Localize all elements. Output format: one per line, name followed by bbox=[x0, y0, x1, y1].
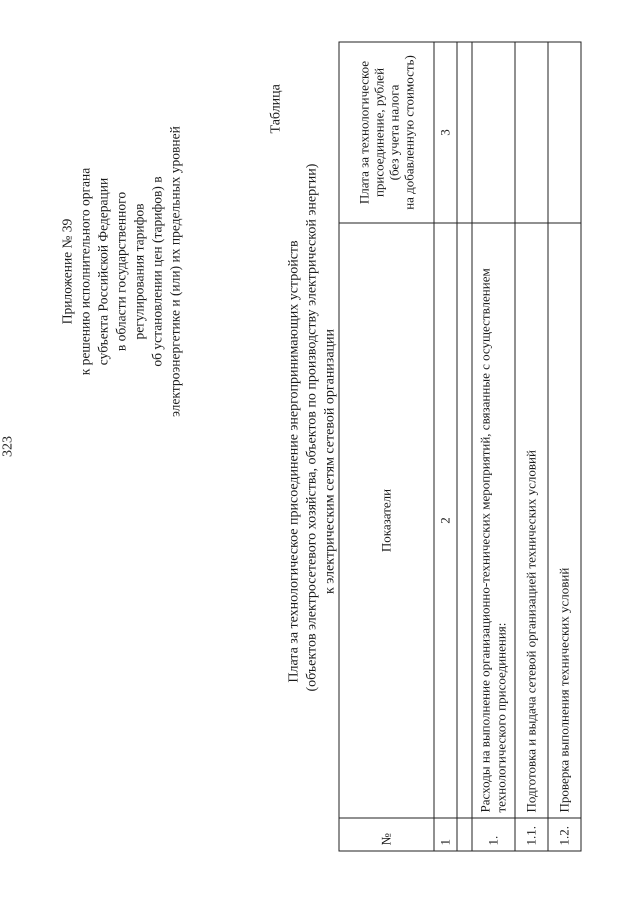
appendix-line: электроэнергетике и (или) их предельных уровней bbox=[167, 125, 182, 417]
spacer-cell bbox=[457, 42, 472, 223]
row-num: 1.2. bbox=[548, 818, 581, 851]
appendix-header bbox=[58, 111, 184, 431]
title-line: к электрическим сетям сетевой организации bbox=[322, 328, 337, 594]
table-row bbox=[548, 42, 581, 851]
table-caption: Таблица bbox=[268, 83, 283, 133]
row-fee bbox=[472, 42, 515, 223]
row-fee bbox=[515, 42, 548, 223]
fee-table bbox=[338, 41, 581, 851]
row-num: 1.1. bbox=[515, 818, 548, 851]
column-number-row bbox=[434, 42, 457, 851]
header-fee-line: на добавленную стоимость) bbox=[401, 54, 416, 210]
header-fee-line: (без учета налога bbox=[386, 84, 401, 180]
column-number: 3 bbox=[434, 42, 457, 223]
header-fee-line: Плата за технологическое bbox=[356, 60, 371, 204]
column-number: 1 bbox=[434, 818, 457, 851]
row-indicator: Подготовка и выдача сетевой организацией технических условий bbox=[515, 223, 548, 818]
row-fee bbox=[548, 42, 581, 223]
table-row bbox=[472, 42, 515, 851]
appendix-line: к решению исполнительного органа bbox=[77, 167, 92, 375]
appendix-line: в области государственного bbox=[113, 191, 128, 351]
page-number: 323 bbox=[0, 435, 15, 457]
header-num: № bbox=[339, 818, 434, 851]
appendix-line: об установлении цен (тарифов) в bbox=[149, 175, 164, 367]
document-title bbox=[285, 163, 339, 691]
row-indicator: Проверка выполнения технических условий bbox=[548, 223, 581, 818]
header-fee-line: присоединение, рублей bbox=[371, 67, 386, 197]
column-number: 2 bbox=[434, 223, 457, 818]
row-indicator: Расходы на выполнение организационно-технических мероприятий, связанные с осуществлением технологического присоединения: bbox=[472, 223, 515, 818]
table-spacer-row bbox=[457, 42, 472, 851]
spacer-cell bbox=[457, 818, 472, 851]
header-fee bbox=[339, 42, 434, 223]
appendix-line: субъекта Российской Федерации bbox=[95, 177, 110, 365]
row-num: 1. bbox=[472, 818, 515, 851]
header-indicator: Показатели bbox=[339, 223, 434, 818]
appendix-line: регулирования тарифов bbox=[131, 202, 146, 340]
title-line: (объектов электросетевого хозяйства, объектов по производству электрической энергии) bbox=[304, 163, 319, 691]
spacer-cell bbox=[457, 223, 472, 818]
table-row bbox=[515, 42, 548, 851]
appendix-line: Приложение № 39 bbox=[59, 218, 74, 324]
title-line: Плата за технологическое присоединение энергопринимающих устройств bbox=[286, 239, 301, 683]
table-header-row bbox=[339, 42, 434, 851]
